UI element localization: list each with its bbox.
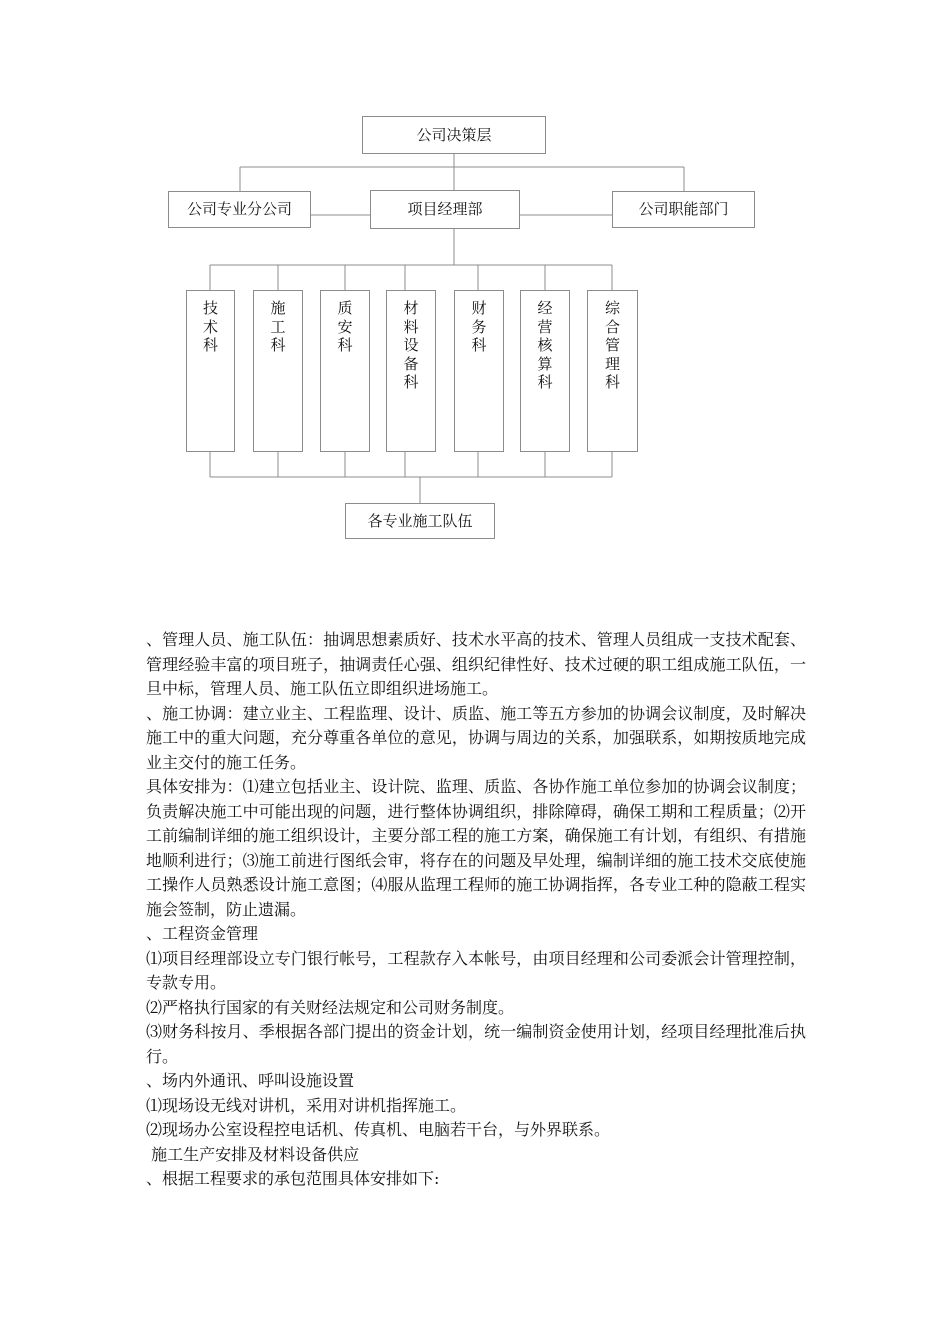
dept-materials-equipment — [386, 290, 436, 452]
paragraph: ⑵现场办公室设程控电话机、传真机、电脑若干台，与外界联系。 — [146, 1120, 611, 1139]
dept-label: 施工科 — [270, 299, 286, 355]
paragraph: 、根据工程要求的承包范围具体安排如下: — [146, 1169, 440, 1188]
dept-construction — [253, 290, 303, 452]
paragraph: 、管理人员、施工队伍：抽调思想素质好、技术水平高的技术、管理人员组成一支技术配套、管理经验丰富的项目班子，抽调责任心强、组织纪律性好、技术过硬的职工组成施工队伍，一旦中标，管理人员、施工队伍立即组织进场施工。 — [146, 630, 806, 698]
top-node: 公司决策层 — [362, 116, 546, 154]
dept-cost-accounting — [520, 290, 570, 452]
dept-label: 财务科 — [471, 299, 487, 355]
dept-quality-safety — [320, 290, 370, 452]
node-project-management: 项目经理部 — [370, 190, 520, 229]
dept-general-management — [587, 290, 638, 452]
paragraph: ⑵严格执行国家的有关财经法规定和公司财务制度。 — [146, 997, 515, 1017]
dept-label: 综合管理科 — [604, 299, 620, 392]
paragraph: 具体安排为：⑴建立包括业主、设计院、监理、质监、各协作施工单位参加的协调会议制度；负责解决施工中可能出现的问题，进行整体协调组织，排除障碍，确保工期和工程质量；⑵开工前编制详细的施工组织设计，主要分部工程的施工方案，确保施工有计划，有组织、有措施地顺利进行；⑶施工前进行图纸会审，将存在的问题及早处理，编制详细的施工技术交底使施工操作人员熟悉设计施工意图；⑷服从监理工程师的施工协调指挥，各专业工种的隐蔽工程实施会签制，防止遗漏。 — [146, 777, 806, 919]
dept-label: 材料设备科 — [403, 299, 419, 392]
dept-finance — [454, 290, 504, 452]
section-heading: 、场内外通讯、呼叫设施设置 — [146, 1071, 355, 1090]
paragraph: ⑴现场设无线对讲机，采用对讲机指挥施工。 — [146, 1095, 467, 1115]
dept-technology — [186, 290, 235, 452]
body-text — [146, 628, 806, 1192]
dept-label: 质安科 — [337, 299, 353, 355]
paragraph: 、施工协调：建立业主、工程监理、设计、质监、施工等五方参加的协调会议制度，及时解决施工中的重大问题，充分尊重各单位的意见，协调与周边的关系，加强联系，如期按质地完成业主交付的施工任务。 — [146, 703, 806, 772]
dept-label: 经营核算科 — [537, 299, 553, 392]
section-heading: 施工生产安排及材料设备供应 — [146, 1144, 360, 1164]
dept-label: 技术科 — [202, 299, 218, 355]
node-functional-departments: 公司职能部门 — [612, 191, 755, 228]
paragraph: ⑶财务科按月、季根据各部门提出的资金计划，统一编制资金使用计划，经项目经理批准后执行。 — [146, 1022, 806, 1066]
node-specialty-branch: 公司专业分公司 — [168, 191, 311, 228]
paragraph: ⑴项目经理部设立专门银行帐号，工程款存入本帐号，由项目经理和公司委派会计管理控制，专款专用。 — [146, 948, 806, 992]
section-heading: 、工程资金管理 — [146, 924, 259, 943]
node-construction-teams: 各专业施工队伍 — [345, 503, 495, 539]
